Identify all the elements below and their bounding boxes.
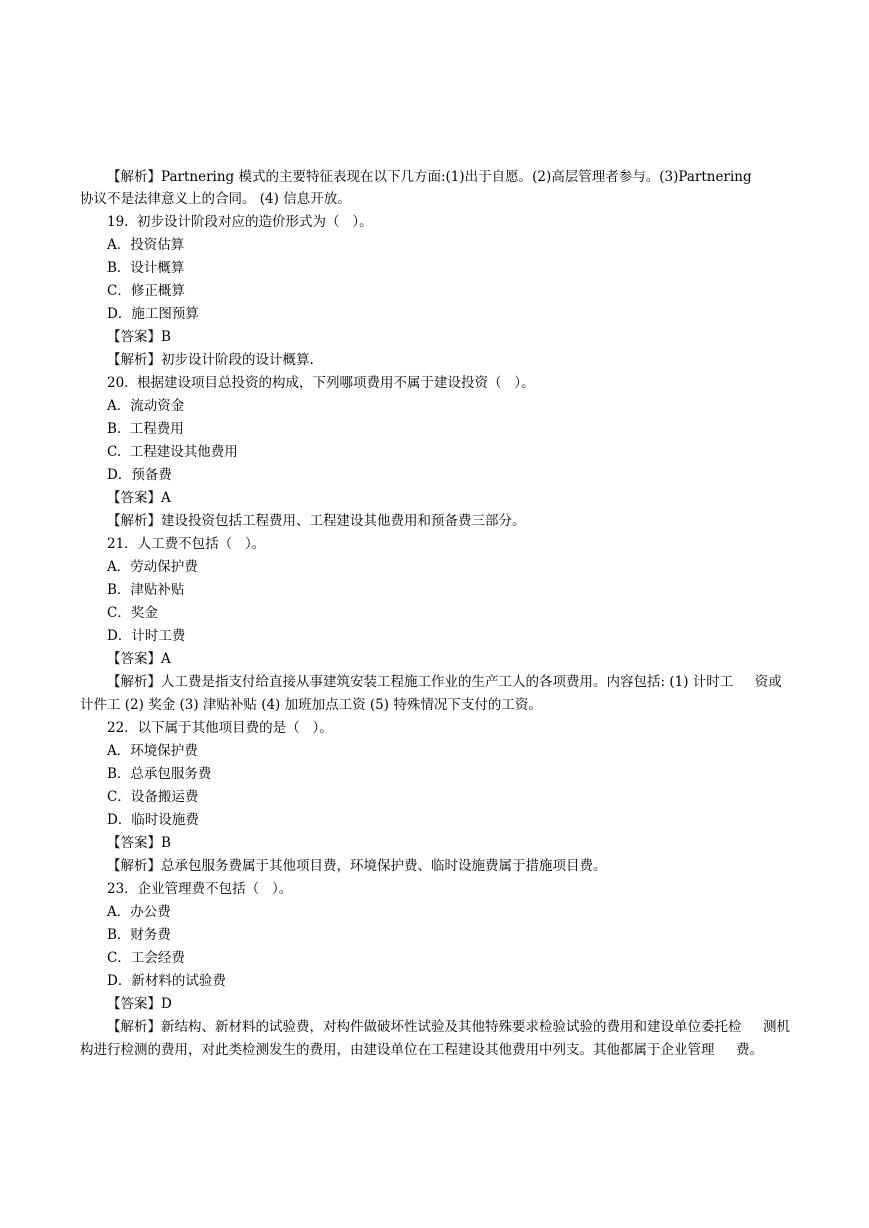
q21-option-a: A．劳动保护费 bbox=[107, 559, 198, 575]
q19-option-d: D．施工图预算 bbox=[107, 306, 199, 322]
q20-option-b: B. 工程费用 bbox=[107, 421, 184, 437]
q22-option-d: D．临时设施费 bbox=[107, 812, 199, 828]
q21-answer: 【答案】A bbox=[107, 651, 171, 667]
q20-option-a: A．流动资金 bbox=[107, 398, 185, 414]
q23-option-c: C．工会经费 bbox=[107, 950, 185, 966]
q23-analysis-line2: 构进行检测的费用，对此类检测发生的费用，由建设单位在工程建设其他费用中列支。其他都属于企业管理 费。 bbox=[80, 1042, 763, 1058]
question-21: 21．人工费不包括（ ）。 bbox=[107, 536, 266, 552]
q19-option-a: A．投资估算 bbox=[107, 237, 185, 253]
q22-option-c: C．设备搬运费 bbox=[107, 789, 199, 805]
q20-option-d: D．预备费 bbox=[107, 467, 172, 483]
q19-option-c: C．修正概算 bbox=[107, 283, 185, 299]
q21-analysis-line1: 【解析】人工费是指支付给直接从事建筑安装工程施工作业的生产工人的各项费用。内容包括: (1) 计时工 资或 bbox=[107, 674, 782, 690]
q21-option-c: C．奖金 bbox=[107, 605, 158, 621]
analysis-q18-line2: 协议不是法律意义上的合同。 (4) 信息开放。 bbox=[80, 191, 351, 207]
question-20: 20. 根据建设项目总投资的构成，下列哪项费用不属于建设投资（ ）。 bbox=[107, 375, 535, 391]
question-19: 19. 初步设计阶段对应的造价形式为（ ）。 bbox=[107, 214, 373, 230]
q20-option-c: C. 工程建设其他费用 bbox=[107, 444, 238, 460]
q23-option-b: B．财务费 bbox=[107, 927, 171, 943]
q22-answer: 【答案】B bbox=[107, 835, 171, 851]
q23-option-a: A．办公费 bbox=[107, 904, 171, 920]
q20-analysis: 【解析】建设投资包括工程费用、工程建设其他费用和预备费三部分。 bbox=[107, 513, 526, 529]
q22-option-b: B．总承包服务费 bbox=[107, 766, 212, 782]
q19-answer: 【答案】B bbox=[107, 329, 171, 345]
q23-answer: 【答案】D bbox=[107, 996, 172, 1012]
q21-option-d: D．计时工费 bbox=[107, 628, 186, 644]
q22-option-a: A．环境保护费 bbox=[107, 743, 198, 759]
q19-analysis: 【解析】初步设计阶段的设计概算. bbox=[107, 352, 314, 368]
analysis-q18-line1: 【解析】Partnering 模式的主要特征表现在以下几方面:(1)出于自愿。(2)高层管理者参与。(3)Partnering bbox=[107, 169, 752, 185]
question-23: 23．企业管理费不包括（ ）。 bbox=[107, 881, 293, 897]
q21-option-b: B．津贴补贴 bbox=[107, 582, 185, 598]
q23-option-d: D．新材料的试验费 bbox=[107, 973, 226, 989]
question-22: 22．以下属于其他项目费的是（ ）。 bbox=[107, 720, 333, 736]
q19-option-b: B．设计概算 bbox=[107, 260, 185, 276]
q20-answer: 【答案】A bbox=[107, 490, 171, 506]
q22-analysis: 【解析】总承包服务费属于其他项目费，环境保护费、临时设施费属于措施项目费。 bbox=[107, 858, 607, 874]
q21-analysis-line2: 计件工 (2) 奖金 (3) 津贴补贴 (4) 加班加点工资 (5) 特殊情况下支付的工资。 bbox=[80, 697, 542, 713]
q23-analysis-line1: 【解析】新结构、新材料的试验费，对构件做破坏性试验及其他特殊要求检验试验的费用和建设单位委托检 测机 bbox=[107, 1019, 790, 1035]
